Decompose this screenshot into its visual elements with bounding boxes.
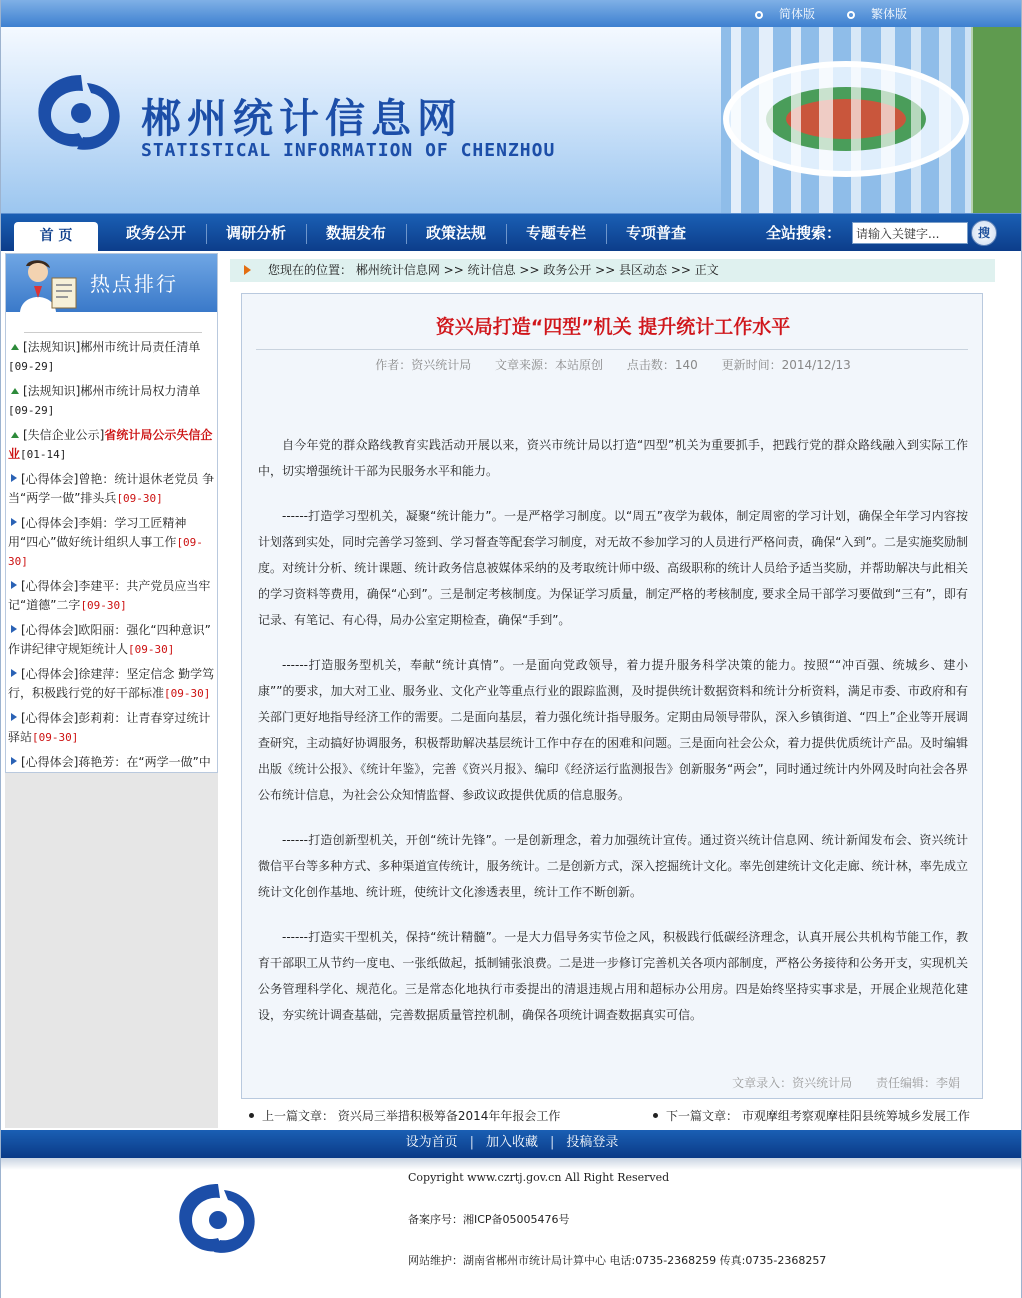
hot-ranking-header <box>6 254 217 312</box>
article-author: 作者：资兴统计局 <box>375 358 472 372</box>
nav-data-release[interactable]: 数据发布 <box>325 224 386 242</box>
nav-topics[interactable]: 专题专栏 <box>525 224 586 242</box>
bullet-icon <box>653 1113 658 1118</box>
footer-shadow <box>1 1158 1022 1170</box>
article-meta <box>242 356 984 373</box>
sidebar-filler <box>5 773 218 1128</box>
list-item-date: [09-29] <box>8 404 55 417</box>
stadium-image <box>721 27 1022 213</box>
bullet-icon <box>249 1113 254 1118</box>
search-input[interactable] <box>852 222 968 244</box>
list-item-title[interactable]: [心得体会]彭莉莉：让青春穿过统计驿站 <box>8 711 211 744</box>
triangle-right-icon <box>11 581 17 589</box>
article-hits: 点击数：140 <box>626 358 698 372</box>
article-paragraph: ------打造创新型机关，开创“统计先锋”。一是创新理念，着力加强统计宣传。通过资兴统计信息网、统计新闻发布会、资兴统计微信平台等多种方式、多种渠道宣传统计，服务统计。二是创新方式，深入挖掘统计文化。率先创建统计文化走廊、统计林，率先成立统计文化创作基地、统计班，使统计文化渗透表里，统计工作不断创新。 <box>258 833 968 899</box>
list-item-title[interactable]: [心得体会]徐建萍：坚定信念 勤学笃行，积极践行党的好干部标准 <box>8 667 215 700</box>
person-clipboard-icon <box>16 256 82 312</box>
site-title-en: STATISTICAL INFORMATION OF CHENZHOU <box>141 140 556 161</box>
breadcrumb <box>230 259 995 282</box>
search-label: 全站搜索： <box>766 224 842 242</box>
copyright-text: Copyright www.czrtj.gov.cn All Right Reserved <box>408 1171 670 1184</box>
simplified-label[interactable]: 简体版 <box>779 7 816 21</box>
list-item[interactable] <box>8 665 216 703</box>
circle-icon <box>755 11 763 19</box>
arrow-right-icon <box>244 265 251 275</box>
list-item-date: [09-30] <box>80 599 127 612</box>
article-paragraph: ------打造服务型机关，奉献“统计真情”。一是面向党政领导，着力提升服务科学决策的能力。按照““冲百强、统城乡、建小康””的要求，加大对工业、服务业、文化产业等重点行业的跟踪监测，及时提供统计数据资料和统计分析资料，满足市委、市政府和有关部门更好地指导经济工作的需要。二是面向基层，着力强化统计指导服务。定期由局领导带队，深入乡镇街道、“四上”企业等开展调查研究，主动搞好协调服务，积极帮助解决基层统计工作中存在的困难和问题。三是面向社会公众，着力提供优质统计产品。及时编辑出版《统计公报》、《统计年鉴》，完善《资兴月报》、编印《经济运行监测报告》创新服务“两会”，同时通过统计内外网及时向社会各界公布统计信息，为社会公众知情监督、参政议政提供优质的信息服务。 <box>258 658 968 802</box>
list-item[interactable] <box>8 338 216 376</box>
list-item-date: [09-30] <box>116 492 163 505</box>
link-separator: | <box>550 1135 555 1150</box>
triangle-up-icon <box>11 432 19 438</box>
main-nav <box>1 213 1022 251</box>
hot-ranking-title: 热点排行 <box>90 272 178 296</box>
language-bar <box>1 0 1022 27</box>
next-article[interactable] <box>653 1107 970 1124</box>
list-item-title[interactable]: [心得体会]李建平：共产党员应当牢记“道德”二字 <box>8 579 211 612</box>
article-updated: 更新时间：2014/12/13 <box>721 358 851 372</box>
add-favorite-link[interactable]: 加入收藏 <box>485 1135 538 1150</box>
list-item[interactable] <box>8 426 216 464</box>
list-item-title[interactable]: [心得体会]李娟：学习工匠精神 用“四心”做好统计组织人事工作 <box>8 516 187 549</box>
list-item[interactable] <box>8 621 216 659</box>
site-logo <box>31 67 131 157</box>
prev-title-link[interactable]: 资兴局三举措积极筹备2014年年报会工作 <box>337 1109 561 1123</box>
article-footer-meta <box>712 1074 960 1091</box>
list-item[interactable] <box>8 709 216 747</box>
next-label: 下一篇文章： <box>666 1109 739 1123</box>
list-item-title[interactable]: [法规知识]郴州市统计局权力清单 <box>23 384 201 398</box>
list-item-date: [09-29] <box>8 360 55 373</box>
list-item[interactable] <box>8 382 216 420</box>
nav-research[interactable]: 调研分析 <box>225 224 286 242</box>
hot-ranking-list <box>8 338 216 797</box>
nav-gov-affairs[interactable]: 政务公开 <box>125 224 186 242</box>
nav-home[interactable]: 首 页 <box>14 222 98 252</box>
triangle-right-icon <box>11 625 17 633</box>
site-title-cn: 郴州统计信息网 <box>141 96 463 142</box>
triangle-right-icon <box>11 757 17 765</box>
article-paragraph: 自今年党的群众路线教育实践活动开展以来，资兴市统计局以打造“四型”机关为重要抓手，把践行党的群众路线融入到实际工作中，切实增强统计干部为民服务水平和能力。 <box>258 438 968 478</box>
prev-article[interactable] <box>249 1107 560 1124</box>
next-title-link[interactable]: 市观摩组考察观摩桂阳县统筹城乡发展工作 <box>741 1109 970 1123</box>
article-container <box>241 293 983 1099</box>
list-item-title[interactable]: [心得体会]蒋艳芳：在“两学一做”中 <box>21 755 211 769</box>
search-button[interactable]: 搜 <box>971 220 997 246</box>
article-title: 资兴局打造“四型”机关 提升统计工作水平 <box>435 316 791 338</box>
set-homepage-link[interactable]: 设为首页 <box>405 1135 458 1150</box>
triangle-right-icon <box>11 669 17 677</box>
site-banner <box>1 27 1022 213</box>
article-entered-by: 文章录入：资兴统计局 <box>732 1076 853 1090</box>
nav-policy[interactable]: 政策法规 <box>425 224 486 242</box>
list-item[interactable] <box>8 577 216 615</box>
icp-text: 备案序号：湘ICP备05005476号 <box>408 1213 570 1226</box>
article-paragraph: ------打造学习型机关，凝聚“统计能力”。一是严格学习制度。以“周五”夜学为载体，制定周密的学习计划，确保全年学习内容按计划落到实处，同时完善学习签到、学习督查等配套学习制度，对无故不参加学习的人员进行严格问责，确保“入到”。二是实施奖励制度。对统计分析、统计课题、统计政务信息被媒体采纳的及考取统计师中级、高级职称的统计人员给予适当奖励，并帮助解决与此相关的学习资料等费用，确保“心到”。三是制定考核制度。为保证学习质量，制定严格的考核制度, 要求全局干部学习要做到“三有”，即有记录、有笔记、有心得，局办公室定期检查，确保“手到”。 <box>258 509 968 627</box>
nav-census[interactable]: 专项普查 <box>625 224 686 242</box>
list-item-title[interactable]: [心得体会]欧阳丽：强化“四种意识” 作讲纪律守规矩统计人 <box>8 623 211 656</box>
article-body <box>258 432 968 1047</box>
triangle-right-icon <box>11 518 17 526</box>
list-item-title[interactable]: [心得体会]曾艳：统计退休老党员 争当“两学一做”排头兵 <box>8 472 215 505</box>
hot-ranking-panel <box>5 253 218 773</box>
divider <box>256 349 968 350</box>
simplified-link[interactable] <box>755 5 815 22</box>
footer-logo <box>174 1178 262 1260</box>
link-separator: | <box>469 1135 474 1150</box>
article-source: 文章来源：本站原创 <box>495 358 604 372</box>
traditional-link[interactable] <box>847 5 907 22</box>
article-editor: 责任编辑：李娟 <box>875 1076 960 1090</box>
triangle-right-icon <box>11 474 17 482</box>
list-item[interactable] <box>8 514 216 571</box>
list-item-date: [01-14] <box>20 448 67 461</box>
footer-links <box>1 1130 1022 1158</box>
list-item-date: [09-30] <box>128 643 175 656</box>
list-item-title-highlight[interactable]: 省统计局公示失信企业 <box>8 428 213 461</box>
list-item-date: [09-30] <box>164 687 211 700</box>
list-item-title[interactable]: [法规知识]郴州市统计局责任清单 <box>23 340 201 354</box>
maintainer-text: 网站维护：湖南省郴州市统计局计算中心 电话:0735-2368259 传真:0735-2368257 <box>408 1254 827 1267</box>
triangle-right-icon <box>11 713 17 721</box>
list-item-title[interactable]: [失信企业公示] <box>23 428 105 442</box>
prev-label: 上一篇文章： <box>262 1109 335 1123</box>
breadcrumb-path[interactable]: 郴州统计信息网 >> 统计信息 >> 政务公开 >> 县区动态 >> 正文 <box>355 263 719 277</box>
article-paragraph: ------打造实干型机关，保持“统计精髓”。一是大力倡导务实节俭之风，积极践行低碳经济理念，认真开展公共机构节能工作，教育干部职工从节约一度电、一张纸做起，抵制铺张浪费。二是进一步修订完善机关各项内部制度，严格公务接待和公务开支，实现机关公务管理科学化、规范化。三是常态化地执行市委提出的清退违规占用和超标办公用房。四是始终坚持实事求是，开展企业规范化建设，夯实统计调查基础，完善数据质量管控机制，确保各项统计调查数据真实可信。 <box>258 930 968 1022</box>
divider <box>24 332 202 333</box>
list-item[interactable] <box>8 470 216 508</box>
traditional-label[interactable]: 繁体版 <box>871 7 908 21</box>
submit-login-link[interactable]: 投稿登录 <box>566 1135 619 1150</box>
triangle-up-icon <box>11 344 19 350</box>
circle-icon <box>847 11 855 19</box>
triangle-up-icon <box>11 388 19 394</box>
list-item-date: [09-30] <box>32 731 79 744</box>
breadcrumb-label: 您现在的位置： <box>268 263 353 277</box>
list-item-date: [09-30] <box>8 536 203 568</box>
